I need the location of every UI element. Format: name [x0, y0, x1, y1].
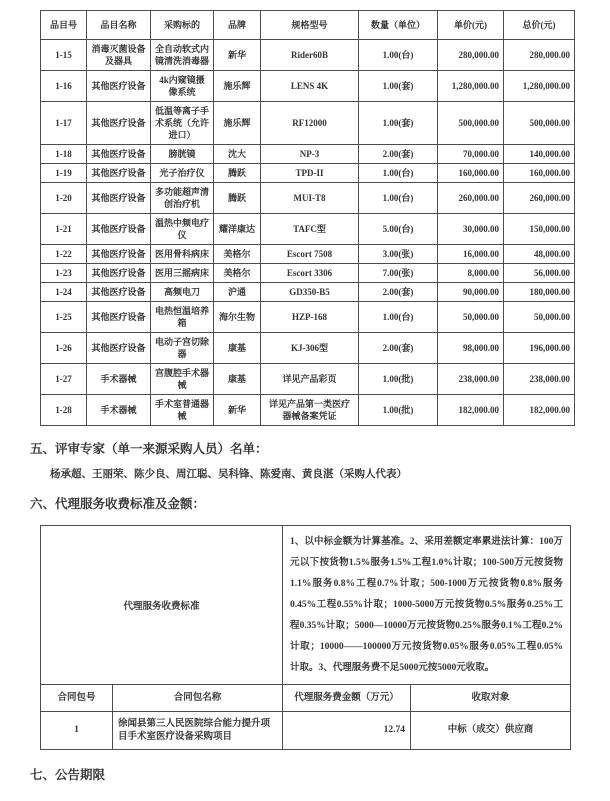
table-cell: 3.00(张) [359, 245, 438, 264]
table-cell: 1-27 [41, 364, 87, 395]
table-cell: 其他医疗设备 [87, 245, 151, 264]
table-cell: TPD-II [261, 164, 359, 183]
table-cell: MUI-T8 [261, 183, 359, 214]
table-cell: 238,000.00 [504, 364, 575, 395]
table-cell: 1.00(批) [359, 395, 438, 426]
table-cell: 沪通 [214, 283, 261, 302]
table-cell: 医用骨科病床 [151, 245, 214, 264]
table-cell: NP-3 [261, 145, 359, 164]
table-row [41, 145, 575, 164]
table-cell: 其他医疗设备 [87, 302, 151, 333]
table-cell: TAFC型 [261, 214, 359, 245]
table-row [41, 245, 575, 264]
fee-standard-text: 1、以中标金额为计算基准。2、采用差额定率累进法计算：100万元以下按货物1.5%服务1.5%工程1.0%计取；100-500万元按货物1.1%服务0.8%工程0.7%计取；500-1000万元按货物0.8%服务0.45%工程0.55%计取；1000-5000万元按货物0.5%服务0.25%工程0.35%计取；5000—10000万元按货物0.25%服务0.1%工程0.2%计取；10000——100000万元按货物0.05%服务0.05%工程0.05%计取。3、代理服务费不足5000元按5000元收取。 [283, 526, 571, 685]
table-cell: Rider60B [261, 40, 359, 71]
table-cell: GD350-B5 [261, 283, 359, 302]
table-cell: 其他医疗设备 [87, 183, 151, 214]
table-row [41, 364, 575, 395]
table-cell: 消毒灭菌设备及器具 [87, 40, 151, 71]
table-cell: 1.00(台) [359, 302, 438, 333]
table-cell: 1.00(批) [359, 364, 438, 395]
table-cell: 238,000.00 [438, 364, 504, 395]
column-header: 品目号 [41, 11, 87, 40]
table-cell: 1.00(套) [359, 102, 438, 145]
table-cell: 5.00(台) [359, 214, 438, 245]
table-cell: 膀胱镜 [151, 145, 214, 164]
table-cell: 182,000.00 [438, 395, 504, 426]
table-cell: 1-24 [41, 283, 87, 302]
table-cell: 全自动软式内镜清洗消毒器 [151, 40, 214, 71]
column-header: 总价(元) [504, 11, 575, 40]
table-row [41, 395, 575, 426]
table-cell: 1-26 [41, 333, 87, 364]
table-cell: 150,000.00 [504, 214, 575, 245]
items-table-header-row [41, 11, 575, 40]
table-cell: 电动子宫切除器 [151, 333, 214, 364]
table-cell: 施乐辉 [214, 71, 261, 102]
table-cell: 280,000.00 [504, 40, 575, 71]
table-cell: 90,000.00 [438, 283, 504, 302]
table-cell: 耀洋康达 [214, 214, 261, 245]
table-cell: 1,280,000.00 [438, 71, 504, 102]
table-cell: 182,000.00 [504, 395, 575, 426]
table-cell: 沈大 [214, 145, 261, 164]
table-cell: KJ-306型 [261, 333, 359, 364]
table-cell: 其他医疗设备 [87, 71, 151, 102]
table-cell: 温热中频电疗仪 [151, 214, 214, 245]
table-cell: 其他医疗设备 [87, 264, 151, 283]
table-cell: 1-20 [41, 183, 87, 214]
table-cell: 1-21 [41, 214, 87, 245]
fee-standard-row [41, 526, 571, 685]
table-cell: 2.00(套) [359, 145, 438, 164]
table-cell: 160,000.00 [504, 164, 575, 183]
table-cell: 徐闻县第三人民医院综合能力提升项目手术室医疗设备采购项目 [113, 712, 283, 750]
table-cell: 腾跃 [214, 164, 261, 183]
table-cell: 4k内窥镜摄像系统 [151, 71, 214, 102]
table-row [41, 712, 571, 750]
contract-table-body [41, 712, 571, 750]
column-header: 代理服务费金额（万元） [283, 685, 411, 712]
table-cell: 1-19 [41, 164, 87, 183]
table-row [41, 333, 575, 364]
table-cell: 详见产品彩页 [261, 364, 359, 395]
table-cell: 医用三摇病床 [151, 264, 214, 283]
table-cell: 12.74 [283, 712, 411, 750]
table-cell: 腾跃 [214, 183, 261, 214]
column-header: 采购标的 [151, 11, 214, 40]
table-cell: 1-16 [41, 71, 87, 102]
table-cell: 140,000.00 [504, 145, 575, 164]
table-row [41, 214, 575, 245]
table-row [41, 183, 575, 214]
table-cell: 1-28 [41, 395, 87, 426]
table-cell: 中标（成交）供应商 [411, 712, 571, 750]
table-cell: 1-22 [41, 245, 87, 264]
table-cell: 1-18 [41, 145, 87, 164]
table-row [41, 164, 575, 183]
table-cell: 7.00(张) [359, 264, 438, 283]
table-cell: 新华 [214, 395, 261, 426]
table-row [41, 283, 575, 302]
table-cell: 160,000.00 [438, 164, 504, 183]
table-cell: 其他医疗设备 [87, 102, 151, 145]
table-cell: 其他医疗设备 [87, 214, 151, 245]
table-row [41, 264, 575, 283]
table-cell: 其他医疗设备 [87, 145, 151, 164]
table-cell: LENS 4K [261, 71, 359, 102]
table-row [41, 71, 575, 102]
table-cell: 高频电刀 [151, 283, 214, 302]
table-cell: 1.00(台) [359, 164, 438, 183]
table-cell: 260,000.00 [438, 183, 504, 214]
table-cell: 1-25 [41, 302, 87, 333]
section-notice-period-heading: 七、公告期限 [30, 768, 106, 782]
table-cell: Escort 3306 [261, 264, 359, 283]
table-cell: 1.00(台) [359, 183, 438, 214]
table-cell: 宫腹腔手术器械 [151, 364, 214, 395]
table-row [41, 302, 575, 333]
fee-standard-label: 代理服务收费标准 [41, 526, 283, 685]
table-cell: 新华 [214, 40, 261, 71]
table-cell: 1-17 [41, 102, 87, 145]
table-cell: 196,000.00 [504, 333, 575, 364]
table-cell: 光子治疗仪 [151, 164, 214, 183]
table-cell: 30,000.00 [438, 214, 504, 245]
table-cell: 1.00(台) [359, 40, 438, 71]
section-experts-heading: 五、评审专家（单一来源采购人员）名单： [30, 442, 268, 456]
expert-names: 杨承超、王丽荣、陈少良、周江聪、吴科锋、陈爱南、黄良湛（采购人代表） [50, 469, 407, 480]
table-cell: HZP-168 [261, 302, 359, 333]
table-cell: 280,000.00 [438, 40, 504, 71]
column-header: 合同包名称 [113, 685, 283, 712]
column-header: 规格型号 [261, 11, 359, 40]
table-cell: 手术器械 [87, 364, 151, 395]
table-cell: 康基 [214, 333, 261, 364]
column-header: 合同包号 [41, 685, 113, 712]
table-cell: 手术室普通器械 [151, 395, 214, 426]
table-cell: 50,000.00 [504, 302, 575, 333]
table-cell: Escort 7508 [261, 245, 359, 264]
table-cell: 1,280,000.00 [504, 71, 575, 102]
table-cell: 1-23 [41, 264, 87, 283]
table-cell: 美格尔 [214, 245, 261, 264]
table-cell: 低温等离子手术系统（允许进口） [151, 102, 214, 145]
column-header: 数量（单位） [359, 11, 438, 40]
table-cell: 其他医疗设备 [87, 333, 151, 364]
table-cell: 260,000.00 [504, 183, 575, 214]
agency-fee-table [40, 525, 571, 750]
section-agency-fee-heading: 六、代理服务收费标准及金额： [30, 497, 206, 511]
column-header: 品目名称 [87, 11, 151, 40]
table-cell: 16,000.00 [438, 245, 504, 264]
table-cell: 98,000.00 [438, 333, 504, 364]
table-cell: 500,000.00 [504, 102, 575, 145]
table-cell: 70,000.00 [438, 145, 504, 164]
table-cell: 手术器械 [87, 395, 151, 426]
table-cell: 电热恒温培养箱 [151, 302, 214, 333]
column-header: 收取对象 [411, 685, 571, 712]
table-cell: 180,000.00 [504, 283, 575, 302]
items-table [40, 10, 575, 426]
contract-table-header-row [41, 685, 571, 712]
table-cell: 康基 [214, 364, 261, 395]
column-header: 品牌 [214, 11, 261, 40]
column-header: 单价(元) [438, 11, 504, 40]
table-cell: 50,000.00 [438, 302, 504, 333]
table-cell: 多功能超声清创治疗机 [151, 183, 214, 214]
table-cell: 1.00(套) [359, 71, 438, 102]
items-table-body [41, 40, 575, 426]
table-cell: 1-15 [41, 40, 87, 71]
table-cell: 2.00(套) [359, 333, 438, 364]
table-cell: 美格尔 [214, 264, 261, 283]
table-cell: 详见产品第一类医疗器械备案凭证 [261, 395, 359, 426]
table-cell: 500,000.00 [438, 102, 504, 145]
table-cell: RF12000 [261, 102, 359, 145]
table-cell: 48,000.00 [504, 245, 575, 264]
table-cell: 海尔生物 [214, 302, 261, 333]
table-row [41, 102, 575, 145]
table-cell: 2.00(套) [359, 283, 438, 302]
table-cell: 其他医疗设备 [87, 164, 151, 183]
table-row [41, 40, 575, 71]
table-cell: 8,000.00 [438, 264, 504, 283]
table-cell: 1 [41, 712, 113, 750]
table-cell: 其他医疗设备 [87, 283, 151, 302]
table-cell: 施乐辉 [214, 102, 261, 145]
table-cell: 56,000.00 [504, 264, 575, 283]
